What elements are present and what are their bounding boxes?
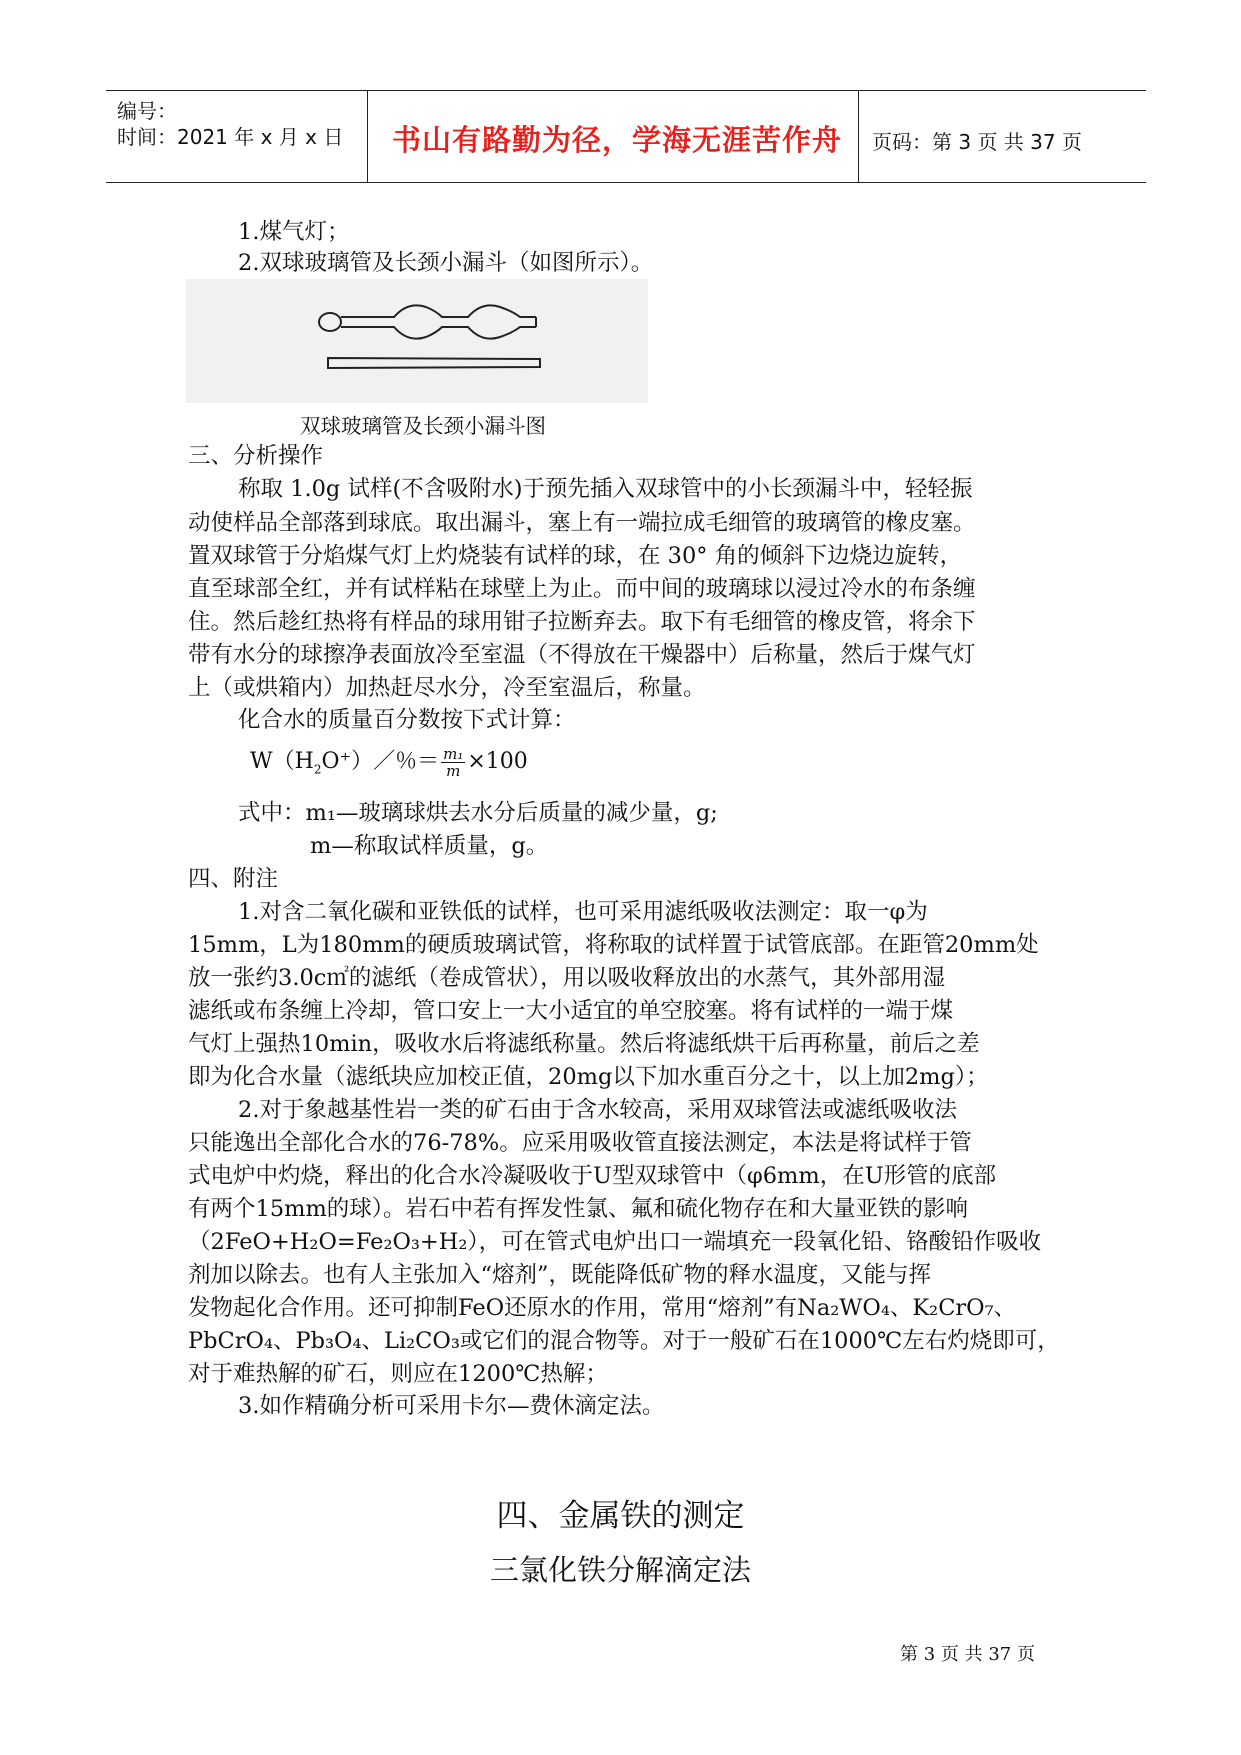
note2-line: 发物起化合作用。还可抑制FeO还原水的作用，常用“熔剂”有Na₂WO₄、K₂CrO₇、 bbox=[188, 1295, 1017, 1321]
header-divider-left bbox=[367, 90, 368, 182]
note3-line: 3.如作精确分析可采用卡尔—费休滴定法。 bbox=[238, 1393, 665, 1419]
formula-mid: O⁺）／％＝ bbox=[321, 749, 440, 774]
note1-line: 1.对含二氧化碳和亚铁低的试样，也可采用滤纸吸收法测定：取一φ为 bbox=[238, 899, 928, 925]
list-item-1: 1.煤气灯； bbox=[238, 219, 350, 245]
formula-numerator: m₁ bbox=[443, 744, 464, 763]
header-divider-right bbox=[858, 90, 859, 182]
header-page: 页码：第 3 页 共 37 页 bbox=[872, 130, 1082, 154]
page-footer: 第 3 页 共 37 页 bbox=[900, 1644, 1035, 1665]
header-bottom-rule bbox=[106, 182, 1146, 183]
section3-heading: 三、分析操作 bbox=[188, 443, 324, 469]
paragraph-line: 置双球管于分焰煤气灯上灼烧装有试样的球，在 30° 角的倾斜下边烧边旋转， bbox=[188, 543, 963, 569]
note2-line: 对于难热解的矿石，则应在1200℃热解； bbox=[188, 1361, 608, 1387]
note2-line: 只能逸出全部化合水的76-78%。应采用吸收管直接法测定，本法是将试样于管 bbox=[188, 1130, 972, 1156]
section4-heading: 四、附注 bbox=[188, 866, 279, 892]
paragraph-line: 带有水分的球擦净表面放冷至室温（不得放在干燥器中）后称量，然后于煤气灯 bbox=[188, 642, 976, 668]
formula-rhs: ×100 bbox=[467, 749, 528, 774]
formula-lhs: W（H bbox=[250, 749, 314, 774]
glass-tube-figure bbox=[186, 279, 648, 403]
glass-tube-drawing bbox=[186, 279, 648, 403]
formula-denominator: m bbox=[446, 761, 461, 780]
section-subtitle-method: 三氯化铁分解滴定法 bbox=[489, 1553, 751, 1587]
note2-line: PbCrO₄、Pb₃O₄、Li₂CO₃或它们的混合物等。对于一般矿石在1000℃左右灼烧即可， bbox=[188, 1328, 1060, 1354]
note2-line: 有两个15mm的球）。岩石中若有挥发性氯、氟和硫化物存在和大量亚铁的影响 bbox=[188, 1196, 969, 1222]
formula-fraction bbox=[441, 746, 465, 779]
where-line-2: m—称取试样质量，g。 bbox=[310, 833, 549, 859]
paragraph-line: 称取 1.0g 试样(不含吸附水)于预先插入双球管中的小长颈漏斗中，轻轻振 bbox=[238, 476, 973, 502]
paragraph-line: 动使样品全部落到球底。取出漏斗，塞上有一端拉成毛细管的玻璃管的橡皮塞。 bbox=[188, 510, 976, 536]
header-motto: 书山有路勤为径，学海无涯苦作舟 bbox=[392, 123, 843, 157]
note2-line: 剂加以除去。也有人主张加入“熔剂”，既能降低矿物的释水温度，又能与挥 bbox=[188, 1262, 932, 1288]
note2-line: （2FeO+H₂O=Fe₂O₃+H₂），可在管式电炉出口一端填充一段氧化铅、铬酸铅作吸收 bbox=[188, 1229, 1042, 1255]
list-item-2: 2.双球玻璃管及长颈小漏斗（如图所示）。 bbox=[238, 250, 654, 276]
where-line-1: 式中：m₁—玻璃球烘去水分后质量的减少量，g; bbox=[238, 800, 718, 826]
note1-line: 即为化合水量（滤纸块应加校正值，20mg以下加水重百分之十，以上加2mg）； bbox=[188, 1064, 989, 1090]
header-top-rule bbox=[106, 90, 1146, 91]
note1-line: 放一张约3.0c㎡的滤纸（卷成管状），用以吸收释放出的水蒸气，其外部用湿 bbox=[188, 965, 946, 991]
note1-line: 15mm，L为180mm的硬质玻璃试管，将称取的试样置于试管底部。在距管20mm处 bbox=[188, 932, 1039, 958]
paragraph-line: 住。然后趁红热将有样品的球用钳子拉断弃去。取下有毛细管的橡皮管，将余下 bbox=[188, 609, 976, 635]
paragraph-line: 上（或烘箱内）加热赶尽水分，冷至室温后，称量。 bbox=[188, 675, 706, 701]
paragraph-line: 直至球部全红，并有试样粘在球壁上为止。而中间的玻璃球以浸过冷水的布条缠 bbox=[188, 576, 976, 602]
note1-line: 滤纸或布条缠上冷却，管口安上一大小适宜的单空胶塞。将有试样的一端于煤 bbox=[188, 998, 954, 1024]
water-formula bbox=[250, 744, 528, 779]
figure-caption: 双球玻璃管及长颈小漏斗图 bbox=[300, 414, 546, 438]
header-number: 编号： bbox=[117, 99, 177, 123]
header-time: 时间：2021 年 x 月 x 日 bbox=[117, 125, 344, 149]
note1-line: 气灯上强热10min，吸收水后将滤纸称量。然后将滤纸烘干后再称量，前后之差 bbox=[188, 1031, 980, 1057]
formula-sub: 2 bbox=[313, 762, 322, 777]
section-title-metallic-iron: 四、金属铁的测定 bbox=[496, 1498, 745, 1534]
note2-line: 2.对于象越基性岩一类的矿石由于含水较高，采用双球管法或滤纸吸收法 bbox=[238, 1097, 957, 1123]
calc-intro: 化合水的质量百分数按下式计算： bbox=[238, 707, 576, 733]
note2-line: 式电炉中灼烧，释出的化合水冷凝吸收于U型双球管中（φ6mm，在U形管的底部 bbox=[188, 1163, 997, 1189]
